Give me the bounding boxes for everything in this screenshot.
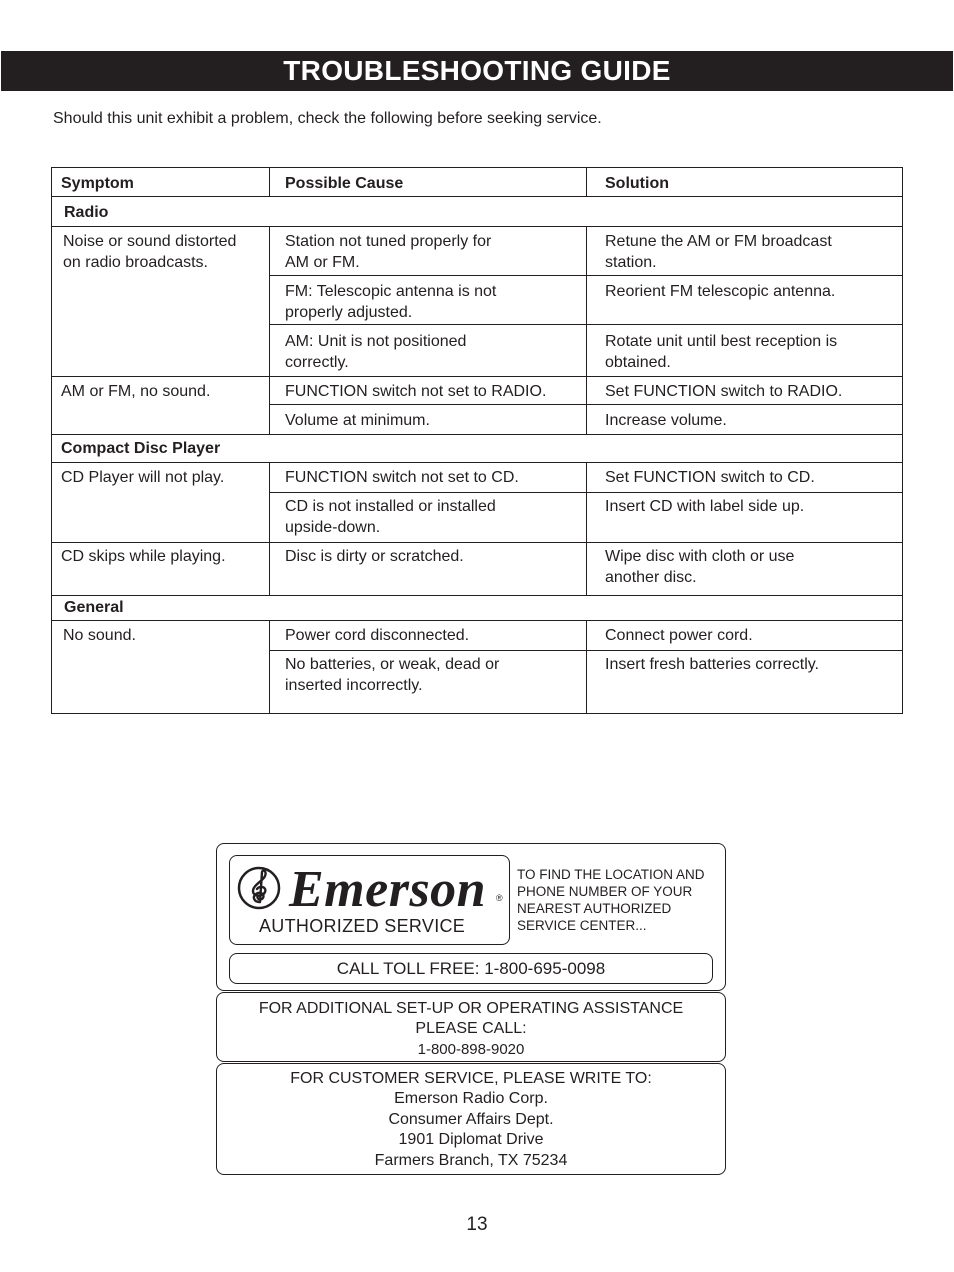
solution-text: Set FUNCTION switch to RADIO. xyxy=(605,383,843,400)
symptom-text: CD Player will not play. xyxy=(61,469,225,486)
cause-text: FM: Telescopic antenna is not xyxy=(285,283,497,300)
cause-text: correctly. xyxy=(285,354,349,371)
table-rule xyxy=(269,462,270,595)
cause-text: AM or FM. xyxy=(285,254,360,271)
table-rule xyxy=(51,462,903,463)
intro-text: Should this unit exhibit a problem, check the following before seeking service. xyxy=(53,110,602,127)
header-cause: Possible Cause xyxy=(285,175,404,192)
table-rule xyxy=(269,226,270,434)
solution-text: Set FUNCTION switch to CD. xyxy=(605,469,815,486)
table-rule xyxy=(51,434,903,435)
cause-text: AM: Unit is not positioned xyxy=(285,333,467,350)
symptom-text: AM or FM, no sound. xyxy=(61,383,211,400)
cause-text: CD is not installed or installed xyxy=(285,498,496,515)
find-service-text xyxy=(517,866,705,934)
assist-line: PLEASE CALL: xyxy=(415,1020,527,1037)
cause-text: Disc is dirty or scratched. xyxy=(285,548,464,565)
solution-text: station. xyxy=(605,254,657,271)
solution-text: obtained. xyxy=(605,354,671,371)
solution-text: another disc. xyxy=(605,569,697,586)
emerson-brand: Emerson xyxy=(289,861,487,918)
section-radio: Radio xyxy=(64,204,109,221)
assist-line: FOR ADDITIONAL SET-UP OR OPERATING ASSISTANCE xyxy=(258,1000,684,1017)
assist-phone: 1-800-898-9020 xyxy=(417,1041,525,1058)
solution-text: Retune the AM or FM broadcast xyxy=(605,233,832,250)
table-rule xyxy=(269,620,270,714)
find-line: TO FIND THE LOCATION AND xyxy=(517,867,705,882)
solution-text: Reorient FM telescopic antenna. xyxy=(605,283,836,300)
write-line: FOR CUSTOMER SERVICE, PLEASE WRITE TO: xyxy=(290,1070,652,1087)
cause-text: FUNCTION switch not set to CD. xyxy=(285,469,519,486)
cause-text: Power cord disconnected. xyxy=(285,627,470,644)
find-line: PHONE NUMBER OF YOUR xyxy=(517,884,693,899)
cause-text: inserted incorrectly. xyxy=(285,677,423,694)
cause-text: Station not tuned properly for xyxy=(285,233,492,250)
table-rule xyxy=(51,196,903,197)
cause-text: upside-down. xyxy=(285,519,381,536)
solution-text: Insert fresh batteries correctly. xyxy=(605,656,819,673)
table-rule xyxy=(586,226,587,434)
authorized-service-label: AUTHORIZED SERVICE xyxy=(259,916,466,936)
table-rule xyxy=(51,226,903,227)
solution-text: Connect power cord. xyxy=(605,627,753,644)
page-number: 13 xyxy=(466,1214,488,1235)
treble-clef-icon xyxy=(236,866,282,910)
table-rule xyxy=(51,542,903,543)
solution-text: Insert CD with label side up. xyxy=(605,498,805,515)
table-rule xyxy=(586,167,587,196)
write-line: Farmers Branch, TX 75234 xyxy=(374,1152,568,1169)
find-line: SERVICE CENTER... xyxy=(517,918,647,933)
symptom-text: CD skips while playing. xyxy=(61,548,226,565)
section-cd: Compact Disc Player xyxy=(61,440,221,457)
table-rule xyxy=(586,462,587,595)
header-symptom: Symptom xyxy=(61,175,134,192)
solution-text: Increase volume. xyxy=(605,412,727,429)
table-rule xyxy=(586,620,587,714)
registered-mark: ® xyxy=(496,893,503,903)
toll-free-box: CALL TOLL FREE: 1-800-695-0098 xyxy=(229,953,713,984)
write-line: Emerson Radio Corp. xyxy=(394,1090,548,1107)
solution-text: Rotate unit until best reception is xyxy=(605,333,838,350)
cause-text: Volume at minimum. xyxy=(285,412,430,429)
cause-text: No batteries, or weak, dead or xyxy=(285,656,500,673)
cause-text: FUNCTION switch not set to RADIO. xyxy=(285,383,547,400)
symptom-text: No sound. xyxy=(63,627,136,644)
table-rule xyxy=(51,376,903,377)
page-title: TROUBLESHOOTING GUIDE xyxy=(1,51,953,91)
symptom-text: Noise or sound distorted xyxy=(63,233,237,250)
section-general: General xyxy=(64,599,124,616)
table-rule xyxy=(51,620,903,621)
write-line: 1901 Diplomat Drive xyxy=(398,1131,544,1148)
find-line: NEAREST AUTHORIZED xyxy=(517,901,672,916)
write-line: Consumer Affairs Dept. xyxy=(388,1111,554,1128)
symptom-text: on radio broadcasts. xyxy=(63,254,208,271)
customer-service-box xyxy=(216,1063,726,1175)
cause-text: properly adjusted. xyxy=(285,304,413,321)
table-rule xyxy=(269,167,270,196)
assistance-box xyxy=(216,992,726,1062)
solution-text: Wipe disc with cloth or use xyxy=(605,548,795,565)
header-solution: Solution xyxy=(605,175,669,192)
table-rule xyxy=(51,595,903,596)
